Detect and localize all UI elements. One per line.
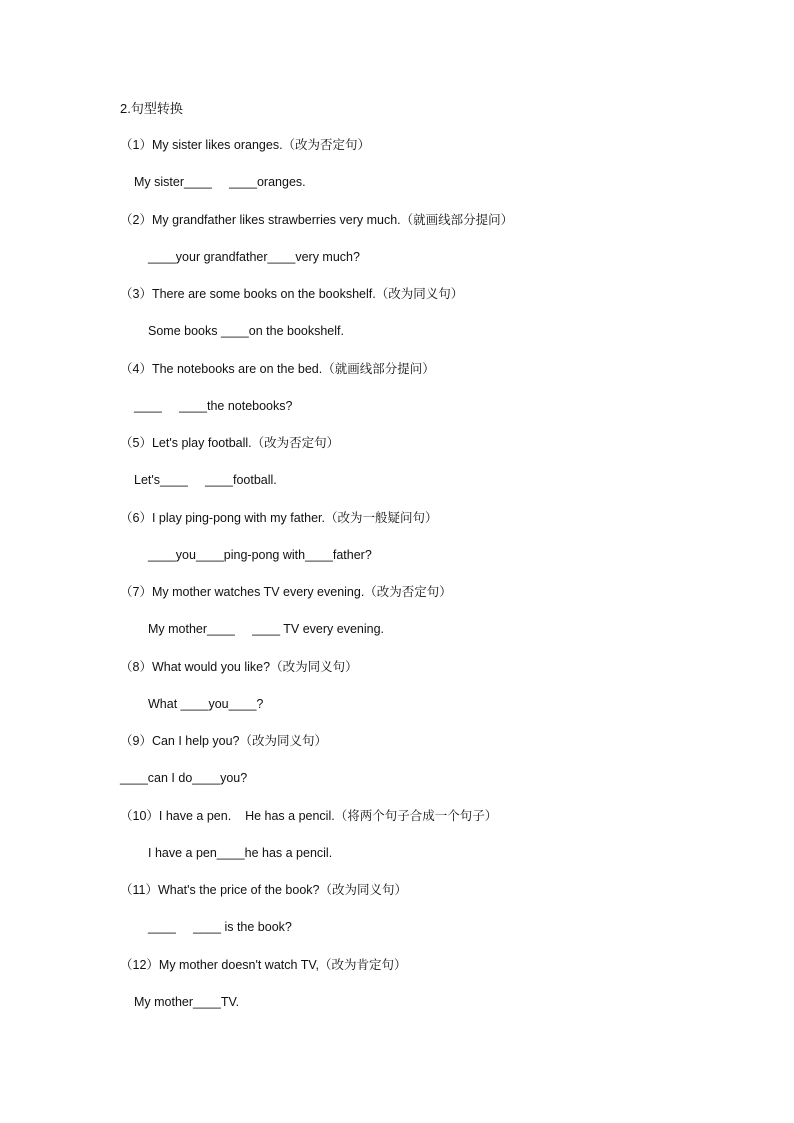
question-11: （11）What's the price of the book?（改为同义句） (120, 883, 407, 897)
answer-6: ____you____ping-pong with____father? (148, 548, 372, 562)
question-5: （5）Let's play football.（改为否定句） (120, 436, 340, 450)
answer-9: ____can I do____you? (120, 771, 248, 785)
question-1: （1）My sister likes oranges.（改为否定句） (120, 138, 371, 152)
answer-1: My sister____ ____oranges. (134, 175, 306, 189)
section-title: 2.句型转换 (120, 101, 183, 116)
answer-7: My mother____ ____ TV every evening. (148, 622, 385, 636)
answer-11: ____ ____ is the book? (148, 920, 292, 934)
answer-12: My mother____TV. (134, 995, 240, 1009)
question-4: （4）The notebooks are on the bed.（就画线部分提问） (120, 362, 435, 376)
answer-5: Let's____ ____football. (134, 473, 277, 487)
question-10: （10）I have a pen. He has a pencil.（将两个句子合成一个句子） (120, 809, 498, 823)
question-7: （7）My mother watches TV every evening.（改为否定句） (120, 585, 452, 599)
answer-4: ____ ____the notebooks? (134, 399, 293, 413)
answer-3: Some books ____on the bookshelf. (148, 324, 344, 338)
question-9: （9）Can I help you?（改为同义句） (120, 734, 328, 748)
answer-8: What ____you____? (148, 697, 264, 711)
question-3: （3）There are some books on the bookshelf.（改为同义句） (120, 287, 464, 301)
question-6: （6）I play ping-pong with my father.（改为一般疑问句） (120, 511, 438, 525)
answer-10: I have a pen____he has a pencil. (148, 846, 333, 860)
question-12: （12）My mother doesn't watch TV,（改为肯定句） (120, 958, 407, 972)
question-2: （2）My grandfather likes strawberries very much.（就画线部分提问） (120, 213, 514, 227)
answer-2: ____your grandfather____very much? (148, 250, 360, 264)
question-8: （8）What would you like?（改为同义句） (120, 660, 358, 674)
